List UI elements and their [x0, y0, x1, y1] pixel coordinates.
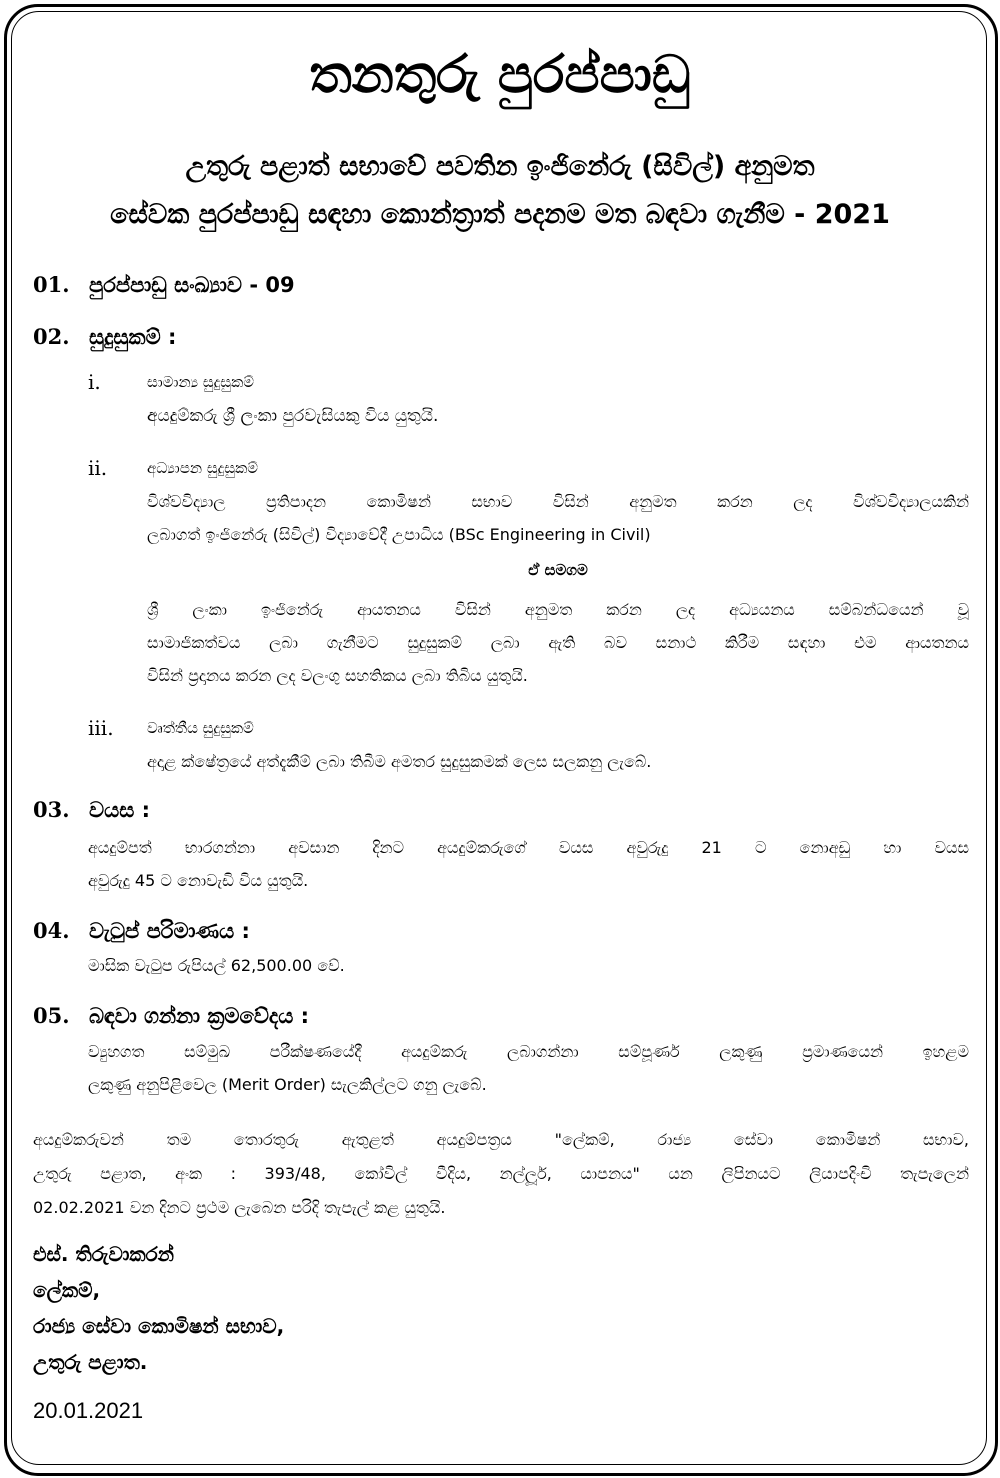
- section-05-heading: [33, 1001, 309, 1031]
- subsection-iii-line-1: අදාළ ක්ෂේත්‍රයේ අත්දැකීම් ලබා තිබීම අමතර සුදුසුකමක් ලෙස සලකනු ලැබේ.: [147, 752, 652, 771]
- notice-subtitle-line-1: උතුරු පළාත් සභාවේ පවතින ඉංජිනේරු (සිවිල්) අනුමත: [185, 151, 815, 182]
- section-text: පුරප්පාඩු සංඛ්‍යාව - 09: [89, 273, 295, 297]
- closing-line-1: අයදුම්කරුවන් තම තොරතුරු ඇතුළත් අයදුම්පත්‍රය "ලේකම්, රාජ්‍ය සේවා කොමිෂන් සභාව,: [33, 1130, 969, 1149]
- subsection-ii-heading: අධ්‍යාපන සුදුසුකම්: [147, 459, 259, 477]
- signatory-name: එස්. තිරුවාකරන්: [33, 1242, 174, 1266]
- section-05-line-2: ලකුණු අනුපිළිවෙල (Merit Order) සැලකිල්ලට ගනු ලැබේ.: [88, 1075, 487, 1094]
- section-03-heading: [33, 795, 150, 825]
- subsection-ii-line-3: ශ්‍රී ලංකා ඉංජිනේරු ආයතනය විසින් අනුමත කරන ලද අධ්‍යයනය සම්බන්ධයෙන් වූ: [147, 600, 969, 619]
- subsection-iii-heading: වෘත්තීය සුදුසුකම්: [147, 719, 254, 737]
- subsection-i-heading: සාමාන්‍ය සුදුසුකම්: [147, 373, 255, 391]
- section-number: 03.: [33, 797, 70, 822]
- subsection-ii-line-4: සාමාජිකත්වය ලබා ගැනීමට සුදුසුකම් ලබා ඇති බව සනාථ කිරීම සඳහා එම ආයතනය: [147, 633, 969, 652]
- signatory-province: උතුරු පළාත.: [33, 1350, 148, 1374]
- section-text: බඳවා ගන්නා ක්‍රමවේදය :: [89, 1004, 310, 1028]
- subsection-i-numeral: i.: [88, 370, 101, 394]
- section-number: 01.: [33, 272, 70, 297]
- section-number: 02.: [33, 324, 70, 349]
- subsection-ii-numeral: ii.: [88, 456, 108, 480]
- section-03-line-2: අවුරුදු 45 ට නොවැඩි විය යුතුයි.: [88, 871, 309, 890]
- subsection-ii-line-2: ලබාගත් ඉංජිනේරු (සිවිල්) විද්‍යාවේදී උපාධිය (BSc Engineering in Civil): [147, 525, 651, 544]
- section-04-line-1: මාසික වැටුප රුපියල් 62,500.00 වේ.: [88, 956, 345, 975]
- closing-line-3: 02.02.2021 වන දිනට ප්‍රථම ලැබෙන පරිදි තැපැල් කළ යුතුයි.: [33, 1198, 446, 1217]
- section-02-heading: [33, 322, 176, 352]
- section-text: සුදුසුකම් :: [89, 325, 177, 349]
- signatory-title: ලේකම්,: [33, 1278, 101, 1302]
- notice-subtitle-line-2: සේවක පුරප්පාඩු සඳහා කොන්ත්‍රාත් පදනම මත බඳවා ගැනීම - 2021: [110, 199, 890, 230]
- section-01-heading: [33, 270, 295, 300]
- section-text: වැටුප් පරිමාණය :: [89, 919, 250, 943]
- signatory-office: රාජ්‍ය සේවා කොමිෂන් සභාව,: [33, 1314, 285, 1338]
- section-number: 04.: [33, 918, 70, 943]
- subsection-ii-line-5: විසින් ප්‍රදානය කරන ලද වලංගු සහතිකය ලබා තිබිය යුතුයි.: [147, 666, 528, 685]
- closing-line-2: උතුරු පළාත, අංක : 393/48, කෝවිල් වීදිය, නල්ලූර්, යාපනය" යන ලිපිනයට ලියාපදිංචි තැපැලෙන්: [33, 1164, 969, 1183]
- subsection-ii-line-1: විශ්වවිද්‍යාල ප්‍රතිපාදන කොමිෂන් සභාව විසින් අනුමත කරන ලද විශ්වවිද්‍යාලයකින්: [147, 492, 969, 511]
- subsection-ii-connector: ඒ සමගම: [528, 561, 588, 579]
- section-number: 05.: [33, 1003, 70, 1028]
- subsection-i-line-1: අයදුම්කරු ශ්‍රී ලංකා පුරවැසියකු විය යුතුයි.: [147, 406, 439, 426]
- section-text: වයස :: [89, 798, 151, 822]
- section-03-line-1: අයදුම්පත් භාරගන්නා අවසාන දිනට අයදුම්කරුගේ වයස අවුරුදු 21 ට නොඅඩු හා වයස: [88, 838, 969, 857]
- section-05-line-1: ව්‍යුහගත සම්මුඛ පරීක්ෂණයේදී අයදුම්කරු ලබාගන්නා සම්පූර්ණ ලකුණු ප්‍රමාණයෙන් ඉහළම: [88, 1042, 969, 1061]
- notice-date: 20.01.2021: [33, 1398, 144, 1423]
- notice-title: තනතුරු පුරප්පාඩු: [309, 45, 691, 105]
- section-04-heading: [33, 916, 250, 946]
- subsection-iii-numeral: iii.: [88, 716, 114, 740]
